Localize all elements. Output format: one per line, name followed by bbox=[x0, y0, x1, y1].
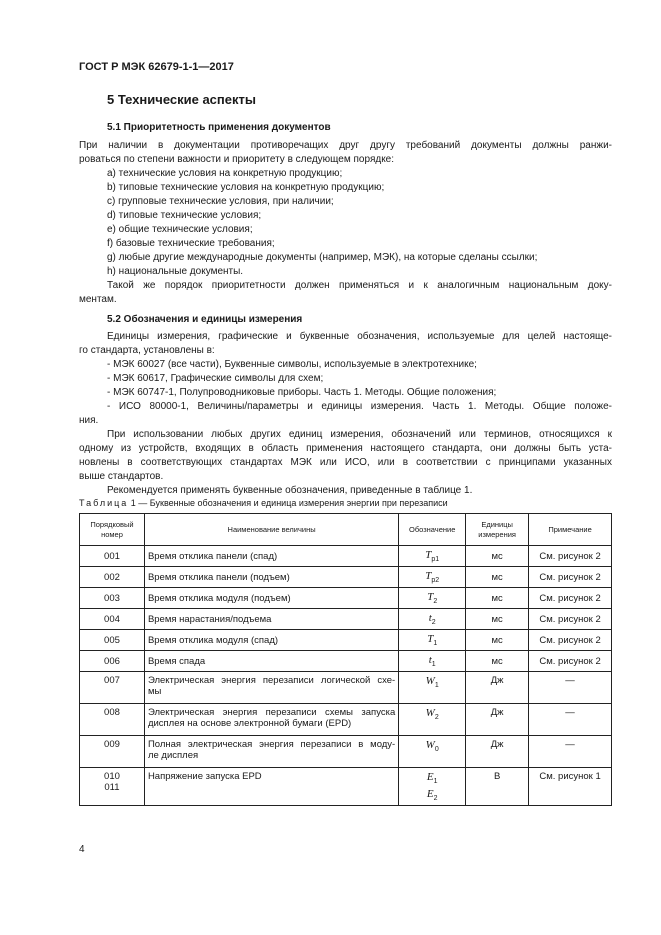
cell-note: См. рисунок 2 bbox=[529, 546, 612, 567]
cell-symbol bbox=[399, 546, 466, 567]
table-row bbox=[80, 609, 612, 630]
cell-unit: мс bbox=[466, 651, 529, 672]
s51-para1-line1: При наличии в документации противоречащих друг другу требований документы должны ранжи- bbox=[79, 140, 612, 151]
cell-num: 004 bbox=[80, 609, 145, 630]
table-row bbox=[80, 630, 612, 651]
symbols-table bbox=[79, 513, 612, 806]
cell-num: 001 bbox=[80, 546, 145, 567]
list-item-cont: ния. bbox=[79, 415, 99, 426]
symbol: W bbox=[425, 675, 435, 687]
cell-num: 005 bbox=[80, 630, 145, 651]
cell-num bbox=[80, 768, 145, 806]
table-caption-word: Таблица bbox=[79, 498, 129, 508]
table-row bbox=[80, 651, 612, 672]
list-item: g) любые другие международные документы (например, МЭК), на которые сделаны ссылки; bbox=[107, 252, 538, 263]
list-item: h) национальные документы. bbox=[107, 266, 244, 277]
cell-note: См. рисунок 2 bbox=[529, 588, 612, 609]
table-caption-text: 1 — Буквенные обозначения и единица измерения энергии при перезаписи bbox=[128, 498, 448, 508]
cell-unit: мс bbox=[466, 609, 529, 630]
cell-name: Время спада bbox=[144, 651, 398, 672]
cell-symbol bbox=[399, 768, 466, 806]
list-item: - МЭК 60027 (все части), Буквенные символы, используемые в электротехнике; bbox=[107, 359, 477, 370]
cell-note: — bbox=[529, 672, 612, 704]
cell-num-line2: 011 bbox=[104, 782, 120, 793]
cell-name: Время отклика модуля (подъем) bbox=[144, 588, 398, 609]
document-header: ГОСТ Р МЭК 62679-1-1—2017 bbox=[79, 61, 234, 73]
col-header-num: Порядковый номер bbox=[80, 514, 145, 546]
symbol-subscript: 0 bbox=[434, 746, 439, 754]
table-caption bbox=[79, 498, 448, 508]
symbol: E bbox=[426, 788, 434, 801]
s52-para2-line4: выше стандартов. bbox=[79, 471, 164, 482]
list-item: a) технические условия на конкретную продукцию; bbox=[107, 168, 343, 179]
cell-unit: Дж bbox=[466, 704, 529, 736]
symbol: E bbox=[426, 771, 434, 783]
cell-symbol bbox=[399, 588, 466, 609]
cell-note: — bbox=[529, 704, 612, 736]
symbol-subscript: p2 bbox=[431, 577, 440, 585]
symbol-subscript: p1 bbox=[431, 556, 440, 564]
cell-name-line1: Электрическая энергия перезаписи схемы запуска bbox=[147, 707, 396, 718]
cell-num: 009 bbox=[80, 736, 145, 768]
cell-name-line2: мы bbox=[147, 686, 162, 697]
cell-name bbox=[144, 672, 398, 704]
cell-name-line2: дисплея на основе электронной бумаги (EPD) bbox=[147, 718, 352, 729]
symbol-subscript: 2 bbox=[434, 714, 439, 722]
cell-name: Время нарастания/подъема bbox=[144, 609, 398, 630]
table-header-row bbox=[80, 514, 612, 546]
s52-para2-line1: При использовании любых других единиц измерения, обозначений или терминов, относящихся к bbox=[107, 429, 612, 440]
table-row bbox=[80, 672, 612, 704]
cell-num: 008 bbox=[80, 704, 145, 736]
list-item: f) базовые технические требования; bbox=[107, 238, 275, 249]
page-number: 4 bbox=[79, 844, 85, 855]
s52-para1-line1: Единицы измерения, графические и буквенные обозначения, используемые для целей настояще- bbox=[107, 331, 612, 342]
list-item: d) типовые технические условия; bbox=[107, 210, 262, 221]
table-row bbox=[80, 546, 612, 567]
s52-para2-line2: одному из устройств, входящих в область применения настоящего стандарта, они должны быть уста- bbox=[79, 443, 612, 454]
cell-num-line1: 010 bbox=[104, 771, 120, 782]
list-item: - МЭК 60617, Графические символы для схем; bbox=[107, 373, 324, 384]
cell-symbol bbox=[399, 630, 466, 651]
cell-note: — bbox=[529, 736, 612, 768]
cell-unit: мс bbox=[466, 567, 529, 588]
cell-name-line2: ле дисплея bbox=[147, 750, 199, 761]
cell-name: Напряжение запуска EPD bbox=[144, 768, 398, 806]
col-header-unit: Единицы измерения bbox=[466, 514, 529, 546]
cell-unit: мс bbox=[466, 630, 529, 651]
s52-para3: Рекомендуется применять буквенные обозначения, приведенные в таблице 1. bbox=[107, 485, 473, 496]
list-item: - ИСО 80000-1, Величины/параметры и единицы измерения. Часть 1. Методы. Общие положе- bbox=[107, 401, 612, 412]
col-header-name: Наименование величины bbox=[144, 514, 398, 546]
symbol-subscript: 2 bbox=[433, 598, 438, 606]
cell-symbol bbox=[399, 704, 466, 736]
table-row bbox=[80, 768, 612, 806]
symbol: W bbox=[425, 707, 435, 719]
table-row bbox=[80, 736, 612, 768]
symbol: t bbox=[428, 653, 432, 666]
s52-para1-line2: го стандарта, установлены в: bbox=[79, 345, 215, 356]
cell-unit: В bbox=[466, 768, 529, 806]
s52-para2-line3: новлены в соответствующих стандартах МЭК или ИСО, или в соответствии с принципами указанных bbox=[79, 457, 612, 468]
cell-symbol bbox=[399, 736, 466, 768]
symbol: T bbox=[425, 569, 432, 582]
cell-num: 003 bbox=[80, 588, 145, 609]
cell-note: См. рисунок 2 bbox=[529, 630, 612, 651]
cell-unit: мс bbox=[466, 546, 529, 567]
cell-name: Время отклика панели (спад) bbox=[144, 546, 398, 567]
cell-unit: мс bbox=[466, 588, 529, 609]
subsection-5-1-title: 5.1 Приоритетность применения документов bbox=[107, 122, 331, 133]
list-item: b) типовые технические условия на конкретную продукцию; bbox=[107, 182, 385, 193]
cell-unit: Дж bbox=[466, 736, 529, 768]
cell-name bbox=[144, 704, 398, 736]
symbol: T bbox=[427, 590, 434, 603]
cell-symbol bbox=[399, 567, 466, 588]
symbol-subscript: 1 bbox=[434, 682, 439, 690]
cell-num: 007 bbox=[80, 672, 145, 704]
list-item: - МЭК 60747-1, Полупроводниковые приборы. Часть 1. Методы. Общие положения; bbox=[107, 387, 497, 398]
col-header-note: Примечание bbox=[529, 514, 612, 546]
cell-name-line1: Электрическая энергия перезаписи логической схе- bbox=[147, 675, 396, 686]
symbol-subscript: 1 bbox=[431, 661, 436, 669]
cell-name-line1: Полная электрическая энергия перезаписи в моду- bbox=[147, 739, 396, 750]
symbol-subscript: 1 bbox=[433, 778, 438, 786]
symbol: W bbox=[425, 739, 435, 751]
col-header-symbol: Обозначение bbox=[399, 514, 466, 546]
table-row bbox=[80, 704, 612, 736]
section-title: 5 Технические аспекты bbox=[107, 92, 256, 107]
cell-num: 002 bbox=[80, 567, 145, 588]
symbol: T bbox=[427, 632, 434, 645]
symbol-subscript: 2 bbox=[433, 795, 438, 803]
cell-name: Время отклика панели (подъем) bbox=[144, 567, 398, 588]
cell-name: Время отклика модуля (спад) bbox=[144, 630, 398, 651]
symbol-subscript: 2 bbox=[431, 619, 436, 627]
table-row bbox=[80, 567, 612, 588]
s51-para2-line2: ментам. bbox=[79, 294, 117, 305]
cell-symbol bbox=[399, 672, 466, 704]
cell-name bbox=[144, 736, 398, 768]
cell-note: См. рисунок 2 bbox=[529, 567, 612, 588]
cell-symbol bbox=[399, 609, 466, 630]
cell-note: См. рисунок 2 bbox=[529, 609, 612, 630]
s51-para1-line2: роваться по степени важности и приоритету в следующем порядке: bbox=[79, 154, 395, 165]
table-row bbox=[80, 588, 612, 609]
symbol: t bbox=[428, 611, 432, 624]
symbol: T bbox=[425, 548, 432, 561]
cell-symbol bbox=[399, 651, 466, 672]
subsection-5-2-title: 5.2 Обозначения и единицы измерения bbox=[107, 314, 303, 325]
cell-note: См. рисунок 2 bbox=[529, 651, 612, 672]
s51-para2-line1: Такой же порядок приоритетности должен применяться и к аналогичным национальным доку- bbox=[107, 280, 612, 291]
list-item: e) общие технические условия; bbox=[107, 224, 253, 235]
list-item: c) групповые технические условия, при наличии; bbox=[107, 196, 334, 207]
cell-num: 006 bbox=[80, 651, 145, 672]
symbol-subscript: 1 bbox=[433, 640, 438, 648]
cell-note: См. рисунок 1 bbox=[529, 768, 612, 806]
cell-unit: Дж bbox=[466, 672, 529, 704]
